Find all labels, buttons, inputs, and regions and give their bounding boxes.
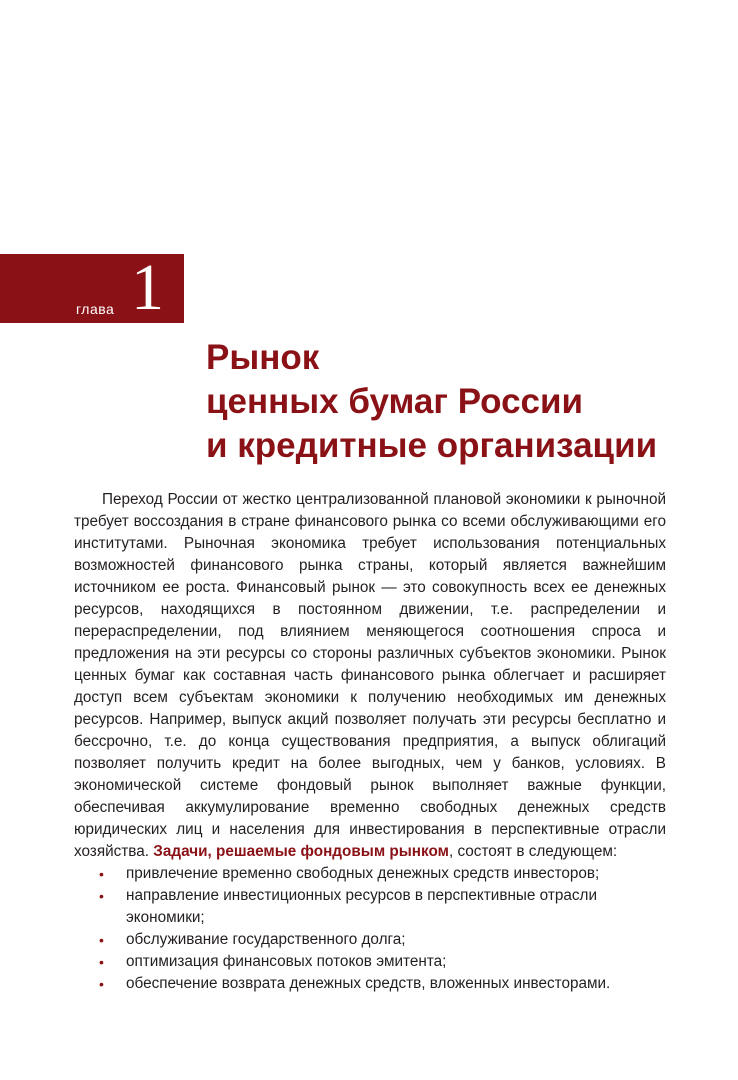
chapter-title-line: и кредитные организации	[206, 426, 658, 465]
list-item-text: направление инвестиционных ресурсов в перспективные отрасли экономики;	[126, 887, 597, 926]
body-paragraph	[74, 489, 666, 863]
chapter-label: глава	[76, 301, 115, 317]
list-item	[74, 885, 666, 929]
bullet-icon: •	[99, 932, 104, 948]
bullet-list	[74, 863, 666, 995]
chapter-body	[74, 489, 666, 995]
bullet-icon: •	[99, 888, 104, 904]
bullet-icon: •	[99, 954, 104, 970]
list-item	[74, 951, 666, 973]
chapter-number: 1	[131, 251, 164, 324]
list-item-text: обслуживание государственного долга;	[126, 931, 406, 948]
highlight-term: Задачи, решаемые фондовым рынком	[153, 843, 449, 860]
bullet-icon: •	[99, 976, 104, 992]
chapter-title-line: ценных бумаг России	[206, 382, 584, 421]
chapter-title	[206, 336, 657, 468]
list-item-text: привлечение временно свободных денежных средств инвесторов;	[126, 865, 600, 882]
list-item-text: оптимизация финансовых потоков эмитента;	[126, 953, 447, 970]
paragraph-text: Переход России от жестко централизованной плановой экономики к рыночной требует воссоздания в стране финансового рынка со всеми обслуживающими его институтами. Рыночная экономика требует использования потенциальных возможностей финансового рынка страны, который является важнейшим источником ее роста. Финансовый рынок — это совокупность всех ее денежных ресурсов, находящихся в постоянном движении, т.е. распределении и перераспределении, под влиянием меняющегося соотношения спроса и предложения на эти ресурсы со стороны различных субъектов экономики. Рынок ценных бумаг как составная часть финансового рынка облегчает и расширяет доступ всем субъектам экономики к получению необходимых им денежных ресурсов. Например, выпуск акций позволяет получать эти ресурсы бесплатно и бессрочно, т.е. до конца существования предприятия, а выпуск облигаций позволяет получить кредит на более выгодных, чем у банков, условиях. В экономической системе фондовый рынок выполняет важные функции, обеспечивая аккумулирование временно свободных денежных средств юридических лиц и населения для инвестирования в перспективные отрасли хозяйства.	[74, 491, 666, 860]
list-item-text: обеспечение возврата денежных средств, вложенных инвесторами.	[126, 975, 611, 992]
bullet-icon: •	[99, 866, 104, 882]
list-item	[74, 863, 666, 885]
list-item	[74, 973, 666, 995]
chapter-title-line: Рынок	[206, 338, 320, 377]
paragraph-tail: , состоят в следующем:	[448, 843, 618, 860]
list-item	[74, 929, 666, 951]
